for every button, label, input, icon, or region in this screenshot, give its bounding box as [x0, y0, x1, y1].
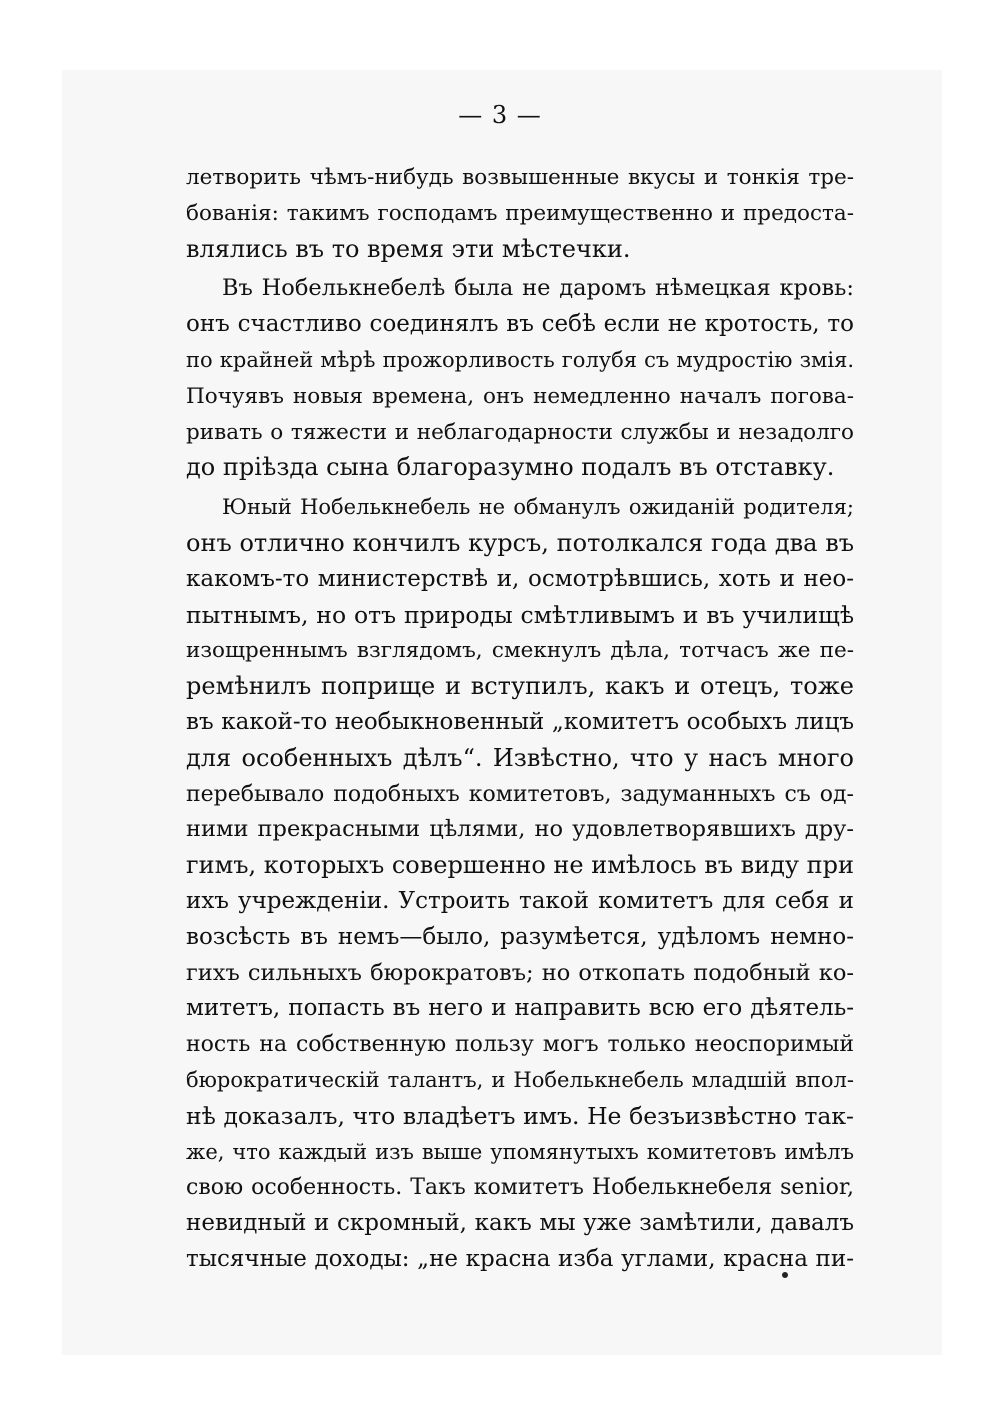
text-line: перебывало подобныхъ комитетовъ, задуманныхъ съ од-: [186, 781, 854, 807]
print-mark: [782, 1272, 788, 1278]
text-line: тысячные доходы: „не красна изба углами, красна пи-: [186, 1245, 854, 1272]
text-line: же, что каждый изъ выше упомянутыхъ комитетовъ имѣлъ: [186, 1139, 854, 1164]
text-line: ремѣнилъ поприще и вступилъ, какъ и отецъ, тоже: [186, 672, 854, 701]
text-line: возсѣсть въ немъ—было, разумѣется, удѣломъ немно-: [186, 923, 854, 950]
text-line: митетъ, попасть въ него и направить всю его дѣятель-: [186, 995, 854, 1022]
text-line: онъ отлично кончилъ курсъ, потолкался года два въ: [186, 528, 854, 557]
text-line: бюрократическій талантъ, и Нобелькнебель младшій впол-: [186, 1067, 854, 1092]
text-line: до пріѣзда сына благоразумно подалъ въ отставку.: [186, 453, 835, 482]
page-number: — 3 —: [458, 101, 542, 129]
text-line: по крайней мѣрѣ прожорливость голубя съ мудростію змія.: [186, 347, 854, 372]
text-line: ривать о тяжести и неблагодарности службы и незадолго: [186, 419, 854, 445]
text-line: изощреннымъ взглядомъ, смекнулъ дѣла, тотчасъ же пе-: [186, 638, 854, 664]
text-line: невидный и скромный, какъ мы уже замѣтили, давалъ: [186, 1210, 854, 1237]
text-line: Почуявъ новыя времена, онъ немедленно началъ поговa-: [186, 383, 854, 409]
text-line: онъ счастливо соединялъ въ себѣ если не кротость, то: [186, 311, 854, 338]
text-line: гихъ сильныхъ бюрократовъ; но откопать подобный ко-: [186, 959, 854, 986]
body-text: [186, 160, 854, 1278]
text-line: для особенныхъ дѣлъ“. Извѣстно, что у насъ много: [186, 743, 854, 772]
text-line: летворить чѣмъ-нибудь возвышенные вкусы и тонкія тре-: [186, 165, 854, 190]
text-line: бованія: такимъ господамъ преимущественно и предоста-: [186, 200, 854, 226]
text-line: нѣ доказалъ, что владѣетъ имъ. Не безъизвѣстно так-: [186, 1101, 854, 1130]
text-line: влялись въ то время эти мѣстечки.: [186, 234, 631, 263]
text-line: какомъ-то министерствѣ и, осмотрѣвшись, хоть и нео-: [186, 565, 854, 592]
text-line: ихъ учрежденіи. Устроить такой комитетъ для себя и: [186, 887, 854, 914]
text-line: пытнымъ, но отъ природы смѣтливымъ и въ училищѣ: [186, 600, 854, 629]
text-line: свою особенность. Такъ комитетъ Нобелькнебеля senior,: [186, 1175, 854, 1201]
text-line: Юный Нобелькнебель не обманулъ ожиданій родителя;: [222, 495, 854, 520]
text-line: ними прекрасными цѣлями, но удовлетворявшихъ дру-: [186, 816, 854, 843]
text-line: въ какой-то необыкновенный „комитетъ особыхъ лицъ: [186, 708, 854, 735]
text-line: гимъ, которыхъ совершенно не имѣлось въ виду при: [186, 851, 854, 880]
text-line: ность на собственную пользу могъ только неоспоримый: [186, 1032, 854, 1058]
text-line: Въ Нобелькнебелѣ была не даромъ нѣмецкая кровь:: [222, 275, 854, 302]
